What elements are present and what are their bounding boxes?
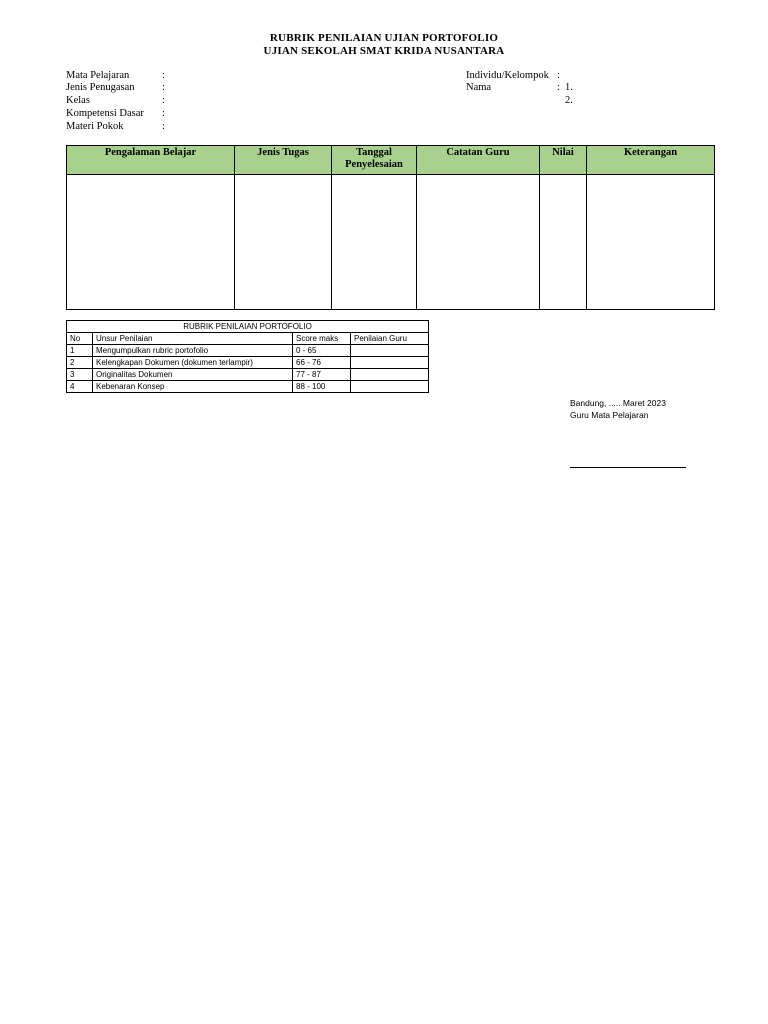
table-row [67,345,429,357]
cell-nilai[interactable] [540,175,587,310]
document-title: RUBRIK PENILAIAN UJIAN PORTOFOLIO [269,32,499,44]
nama-item-2: 2. [565,95,573,106]
rubric-unsur: Originalitas Dokumen [93,369,293,381]
signature-role: Guru Mata Pelajaran [570,410,649,420]
meta-colon: : [162,82,165,93]
document-subtitle: UJIAN SEKOLAH SMAT KRIDA NUSANTARA [263,45,505,57]
rubric-header-row [67,333,429,345]
signature-line [570,467,686,468]
meta-label-materi-pokok: Materi Pokok [66,121,124,132]
rubric-penilaian-guru[interactable] [351,357,429,369]
meta-label-kompetensi-dasar: Kompetensi Dasar [66,108,144,119]
rubric-penilaian-guru[interactable] [351,381,429,393]
table-row [67,175,715,310]
rubric-col-no: No [67,333,93,345]
rubric-score: 66 - 76 [293,357,351,369]
cell-jenis-tugas[interactable] [235,175,332,310]
cell-tanggal-penyelesaian[interactable] [332,175,417,310]
table-row [67,357,429,369]
meta-label-individu-kelompok: Individu/Kelompok [466,70,549,81]
meta-colon: : [162,95,165,106]
signature-place-date: Bandung, ..... Maret 2023 [570,398,666,408]
rubric-penilaian-guru[interactable] [351,345,429,357]
rubric-table [66,320,429,393]
rubric-score: 88 - 100 [293,381,351,393]
rubric-caption: RUBRIK PENILAIAN PORTOFOLIO [67,321,429,333]
header-keterangan: Keterangan [587,146,715,175]
assessment-table [66,145,715,310]
meta-label-nama: Nama [466,82,492,93]
rubric-no: 3 [67,369,93,381]
rubric-col-score: Score maks [293,333,351,345]
meta-colon: : [162,108,165,119]
rubric-no: 2 [67,357,93,369]
header-jenis-tugas: Jenis Tugas [235,146,332,175]
header-catatan-guru: Catatan Guru [417,146,540,175]
cell-keterangan[interactable] [587,175,715,310]
meta-label-mata-pelajaran: Mata Pelajaran [66,70,130,81]
meta-colon: : [557,82,560,93]
rubric-score: 77 - 87 [293,369,351,381]
header-tanggal-penyelesaian: Tanggal Penyelesaian [332,146,417,175]
rubric-no: 1 [67,345,93,357]
meta-label-jenis-penugasan: Jenis Penugasan [66,82,135,93]
meta-colon: : [557,70,560,81]
cell-catatan-guru[interactable] [417,175,540,310]
rubric-penilaian-guru[interactable] [351,369,429,381]
rubric-unsur: Kebenaran Konsep [93,381,293,393]
meta-label-kelas: Kelas [66,95,90,106]
meta-colon: : [162,70,165,81]
rubric-unsur: Mengumpulkan rubric portofolio [93,345,293,357]
rubric-score: 0 - 65 [293,345,351,357]
table-row [67,369,429,381]
meta-colon: : [162,121,165,132]
rubric-no: 4 [67,381,93,393]
rubric-col-penilaian: Penilaian Guru [351,333,429,345]
table-row [67,381,429,393]
nama-item-1: 1. [565,82,573,93]
header-pengalaman-belajar: Pengalaman Belajar [67,146,235,175]
rubric-unsur: Kelengkapan Dokumen (dokumen terlampir) [93,357,293,369]
rubric-col-unsur: Unsur Penilaian [93,333,293,345]
cell-pengalaman-belajar[interactable] [67,175,235,310]
header-nilai: Nilai [540,146,587,175]
